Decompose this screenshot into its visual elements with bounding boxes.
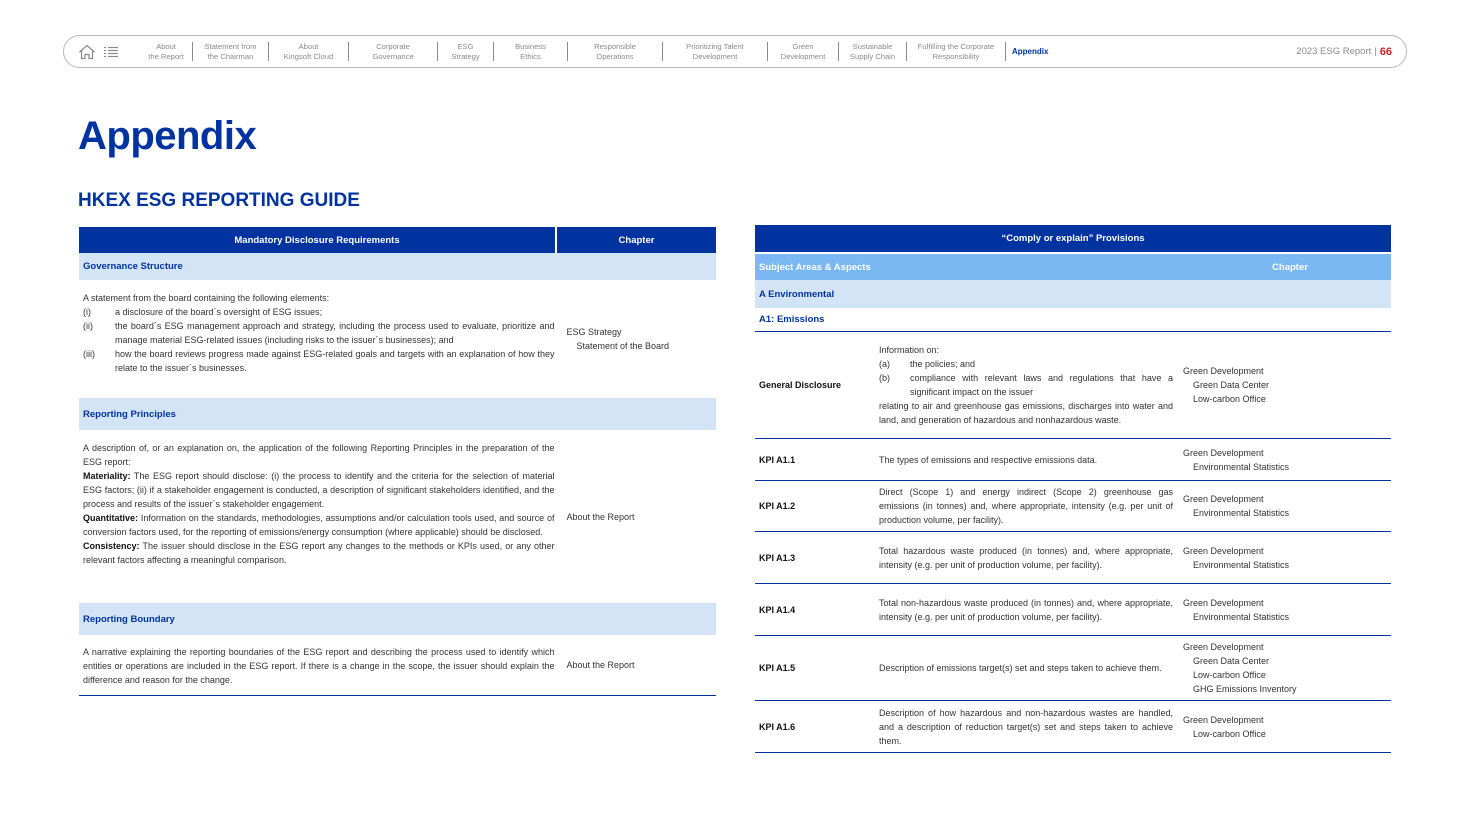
principle-label: Consistency: <box>83 541 140 551</box>
table-row <box>755 439 1391 481</box>
nav-item-supply-chain[interactable]: Sustainable Supply Chain <box>849 42 896 61</box>
chapter-link[interactable]: Green Development <box>1183 714 1264 725</box>
subheader-aspects: Subject Areas & Aspects <box>759 261 871 273</box>
principle-text: The issuer should disclose in the ESG report any changes to the methods or KPIs used, or any other relevant factors affecting a meaningful comparison. <box>83 541 555 565</box>
section-governance-structure: Governance Structure <box>79 253 716 280</box>
list-item <box>83 319 554 347</box>
governance-description <box>79 280 554 398</box>
header-requirements: Mandatory Disclosure Requirements <box>79 227 555 253</box>
boundary-description: A narrative explaining the reporting boundaries of the ESG report and describing the process used to identify which entities or operations are included in the ESG report. If there is a change in the scope, the issuer should explain the difference and reason for the change. <box>83 647 555 685</box>
principles-intro: A description of, or an explanation on, the application of the following Reporting Principles in the preparation of the ESG report: <box>83 443 555 467</box>
list-number: (i) <box>83 307 91 317</box>
chapter-link[interactable]: Green Development <box>1183 545 1264 556</box>
row-description: Total hazardous waste produced (in tonnes) and, where appropriate, intensity (e.g. per unit of production volume, per facility). <box>879 545 1173 570</box>
chapter-link[interactable]: Low-carbon Office <box>1193 670 1266 680</box>
row-key: KPI A1.2 <box>759 501 796 511</box>
boundary-chapter <box>554 635 716 695</box>
menu-list-icon[interactable] <box>104 46 118 58</box>
nav-item-talent-development[interactable]: Prioritizing Talent Development <box>686 42 744 61</box>
general-intro: Information on: <box>879 345 940 355</box>
row-chapter <box>1173 713 1391 741</box>
row-chapter <box>1173 364 1391 406</box>
row-chapter <box>1173 640 1391 696</box>
list-item <box>879 357 1173 371</box>
row-chapter <box>1173 544 1391 572</box>
list-number: (iii) <box>83 349 95 359</box>
list-number: (a) <box>879 359 890 369</box>
governance-intro: A statement from the board containing the following elements: <box>83 293 330 303</box>
chapter-link[interactable]: About the Report <box>566 660 635 670</box>
table-row-governance <box>79 280 716 398</box>
principle-text: Information on the standards, methodologies, assumptions and/or calculation tools used, and source of conversion factors used, for the reporting of emissions/energy consumption (where applicable) should be disclosed. <box>83 513 555 537</box>
page-subtitle: HKEX ESG REPORTING GUIDE <box>78 190 360 211</box>
row-chapter <box>1173 596 1391 624</box>
table-row <box>755 701 1391 753</box>
nav-item-corporate-governance[interactable]: Corporate Governance <box>372 42 414 61</box>
row-key: KPI A1.3 <box>759 552 796 563</box>
chapter-link[interactable]: Environmental Statistics <box>1193 461 1290 472</box>
subheader-chapter: Chapter <box>1272 261 1308 273</box>
principle-materiality <box>83 469 554 511</box>
report-page-indicator <box>1296 46 1392 58</box>
page-number: 66 <box>1379 45 1392 58</box>
chapter-link[interactable]: Environmental Statistics <box>1193 559 1290 570</box>
list-text: how the board reviews progress made against ESG-related goals and targets with an explanation of how they relate to the issuer´s businesses. <box>115 349 555 373</box>
table-header <box>79 227 716 253</box>
nav-item-about-kingsoft[interactable]: About Kingsoft Cloud <box>283 42 334 61</box>
row-description: Description of emissions target(s) set and steps taken to achieve them. <box>879 663 1162 673</box>
principle-label: Materiality: <box>83 471 131 481</box>
nav-item-corporate-responsibility[interactable]: Fulfilling the Corporate Responsibility <box>917 42 995 61</box>
table-row <box>755 584 1391 636</box>
row-chapter <box>1173 446 1391 474</box>
chapter-link[interactable]: ESG Strategy <box>566 327 622 337</box>
principle-label: Quantitative: <box>83 513 139 523</box>
list-item <box>83 347 554 375</box>
chapter-link[interactable]: Green Development <box>1183 597 1264 608</box>
nav-item-statement-chairman[interactable]: Statement from the Chairman <box>204 42 257 61</box>
governance-chapter <box>554 280 716 398</box>
nav-item-business-ethics[interactable]: Business Ethics <box>515 42 546 61</box>
row-key: KPI A1.4 <box>759 604 796 615</box>
list-text: compliance with relevant laws and regulations that have a significant impact on the issuer <box>910 373 1173 397</box>
general-outro: relating to air and greenhouse gas emissions, discharges into water and land, and generation of hazardous and nonhazardous waste. <box>879 401 1173 425</box>
chapter-link[interactable]: Environmental Statistics <box>1193 611 1290 622</box>
list-text: the board´s ESG management approach and strategy, including the process used to evaluate, prioritize and manage material ESG-related issues (including risks to the issuer´s businesses); and <box>115 321 555 345</box>
row-chapter <box>1173 492 1391 520</box>
chapter-link[interactable]: Environmental Statistics <box>1193 508 1290 518</box>
principles-description <box>79 430 554 603</box>
comply-or-explain-table <box>755 225 1391 753</box>
row-key: KPI A1.5 <box>759 663 796 673</box>
row-description: The types of emissions and respective emissions data. <box>879 454 1098 465</box>
table-row <box>755 481 1391 532</box>
chapter-link[interactable]: Green Development <box>1183 642 1264 652</box>
chapter-link[interactable]: Green Data Center <box>1193 380 1270 390</box>
table-subheader <box>755 254 1391 280</box>
section-environmental: A Environmental <box>755 280 1391 308</box>
top-navigation <box>63 35 1407 68</box>
principle-quantitative <box>83 511 554 539</box>
row-description: Total non-hazardous waste produced (in tonnes) and, where appropriate, intensity (e.g. per unit of production volume, per facility). <box>879 597 1173 622</box>
nav-icons <box>78 44 140 60</box>
report-label: 2023 ESG Report <box>1296 46 1372 57</box>
section-emissions: A1: Emissions <box>755 308 1391 332</box>
table-row-principles <box>79 430 716 603</box>
chapter-link[interactable]: Green Development <box>1183 366 1264 376</box>
table-header: “Comply or explain” Provisions <box>755 225 1391 252</box>
chapter-link[interactable]: About the Report <box>566 511 635 522</box>
chapter-link[interactable]: Green Data Center <box>1193 656 1270 666</box>
table-bottom-rule <box>79 695 716 696</box>
chapter-link[interactable]: Green Development <box>1183 447 1264 458</box>
chapter-link[interactable]: Green Development <box>1183 494 1264 504</box>
principles-chapter <box>554 430 716 603</box>
principle-consistency <box>83 539 554 567</box>
list-item <box>879 371 1173 399</box>
table-row <box>755 636 1391 701</box>
list-text: a disclosure of the board´s oversight of ESG issues; <box>115 307 323 317</box>
mandatory-disclosure-table <box>79 227 716 696</box>
table-row-general-disclosure <box>755 332 1391 439</box>
chapter-link[interactable]: Low-carbon Office <box>1193 394 1266 404</box>
nav-item-appendix[interactable]: Appendix <box>1012 46 1049 56</box>
principle-text: The ESG report should disclose: (i) the process to identify and the criteria for the selection of material ESG factors; (ii) if a stakeholder engagement is conducted, a description of significant stakeholders identified, and the process and results of the issuer´s stakeholder engagement. <box>83 471 555 509</box>
row-description: Description of how hazardous and non-hazardous wastes are handled, and a description of reduction target(s) set and steps taken to achieve them. <box>879 707 1173 746</box>
list-item <box>83 305 554 319</box>
list-number: (b) <box>879 373 890 383</box>
nav-item-green-development[interactable]: Green Development <box>780 42 826 61</box>
home-icon[interactable] <box>78 44 96 60</box>
table-row-boundary <box>79 635 716 695</box>
nav-item-responsible-operations[interactable]: Responsible Operations <box>594 42 636 61</box>
row-description: Direct (Scope 1) and energy indirect (Scope 2) greenhouse gas emissions (in tonnes) and, where appropriate, intensity (e.g. per unit of production volume, per facility). <box>879 487 1173 525</box>
row-key: General Disclosure <box>759 380 842 390</box>
page-separator: | <box>1374 46 1377 57</box>
table-row <box>755 532 1391 584</box>
header-chapter: Chapter <box>557 227 716 253</box>
row-key: KPI A1.1 <box>759 454 796 465</box>
list-number: (ii) <box>83 321 93 331</box>
section-reporting-boundary: Reporting Boundary <box>79 603 716 635</box>
list-text: the policies; and <box>910 359 976 369</box>
chapter-link[interactable]: GHG Emissions Inventory <box>1193 684 1297 694</box>
chapter-link[interactable]: Statement of the Board <box>576 341 670 351</box>
row-key: KPI A1.6 <box>759 721 796 732</box>
page-title: Appendix <box>78 114 257 158</box>
chapter-link[interactable]: Low-carbon Office <box>1193 728 1266 739</box>
nav-item-about-report[interactable]: About the Report <box>148 42 184 61</box>
row-description <box>879 343 1173 427</box>
section-reporting-principles: Reporting Principles <box>79 398 716 430</box>
nav-items <box>140 36 1076 67</box>
nav-item-esg-strategy[interactable]: ESG Strategy <box>451 42 480 61</box>
